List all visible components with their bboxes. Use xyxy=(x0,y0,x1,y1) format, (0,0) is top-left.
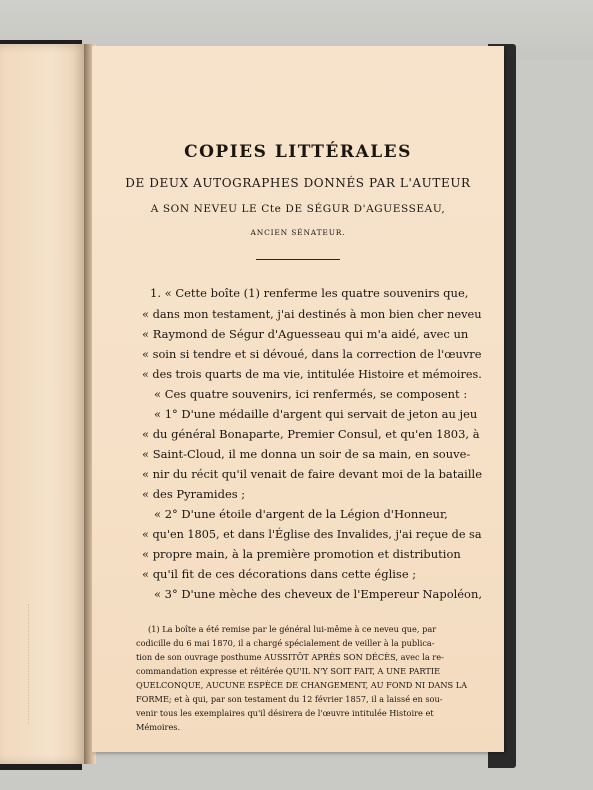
footnote-line: codicille du 6 mai 1870, il a chargé spécialement de veiller à la publica- xyxy=(136,638,435,648)
footnote-line: commandation expresse et réitérée QU'IL N'Y SOIT FAIT, A UNE PARTIE xyxy=(136,666,441,676)
footnote-line: (1) La boîte a été remise par le général lui-même à ce neveu que, par xyxy=(148,624,437,634)
text-line: « Raymond de Ségur d'Aguesseau qui m'a aidé, avec un xyxy=(142,327,469,341)
text-line: « soin si tendre et si dévoué, dans la correction de l'œuvre xyxy=(142,347,482,361)
text-line: « propre main, à la première promotion et distribution xyxy=(142,547,461,561)
text-line: « du général Bonaparte, Premier Consul, et qu'en 1803, à xyxy=(142,427,480,441)
footnote-line: Mémoires. xyxy=(136,722,181,732)
left-page xyxy=(0,44,86,764)
footnote-line: venir tous les exemplaires qu'il désirera de l'œuvre intitulée Histoire et xyxy=(136,708,434,718)
text-line: « 1° D'une médaille d'argent qui servait de jeton au jeu xyxy=(154,407,478,421)
text-line: « 3° D'une mèche des cheveux de l'Empereur Napoléon, xyxy=(154,587,482,601)
show-through-text xyxy=(28,604,59,724)
footnote-line: tion de son ouvrage posthume AUSSITÔT APRÈS SON DÉCÈS, avec la re- xyxy=(136,652,444,662)
text-line: « des Pyramides ; xyxy=(142,487,246,501)
role-line: ANCIEN SÉNATEUR. xyxy=(250,228,346,237)
text-line: « nir du récit qu'il venait de faire devant moi de la bataille xyxy=(142,467,482,481)
text-line: « Saint-Cloud, il me donna un soir de sa main, en souve- xyxy=(142,447,471,461)
page-title: COPIES LITTÉRALES xyxy=(184,142,412,162)
text-line: « des trois quarts de ma vie, intitulée Histoire et mémoires. xyxy=(142,367,482,381)
footnote-line: QUELCONQUE, AUCUNE ESPÈCE DE CHANGEMENT, AU FOND NI DANS LA xyxy=(136,680,468,690)
text-line: « qu'il fit de ces décorations dans cette église ; xyxy=(142,567,417,581)
book-page xyxy=(92,46,504,752)
text-line: « qu'en 1805, et dans l'Église des Invalides, j'ai reçue de sa xyxy=(142,527,482,541)
dedication-line: A SON NEVEU LE Cte DE SÉGUR D'AGUESSEAU, xyxy=(150,203,446,215)
text-line: « Ces quatre souvenirs, ici renfermés, se composent : xyxy=(154,387,468,401)
footnote-line: FORME; et à qui, par son testament du 12 février 1857, il a laissé en sou- xyxy=(136,694,443,704)
page-subtitle: DE DEUX AUTOGRAPHES DONNÉS PAR L'AUTEUR xyxy=(125,176,471,190)
text-line: « 2° D'une étoile d'argent de la Légion d'Honneur, xyxy=(154,507,448,521)
text-line: « dans mon testament, j'ai destinés à mon bien cher neveu xyxy=(142,307,482,321)
text-line: 1. « Cette boîte (1) renferme les quatre souvenirs que, xyxy=(150,286,469,300)
